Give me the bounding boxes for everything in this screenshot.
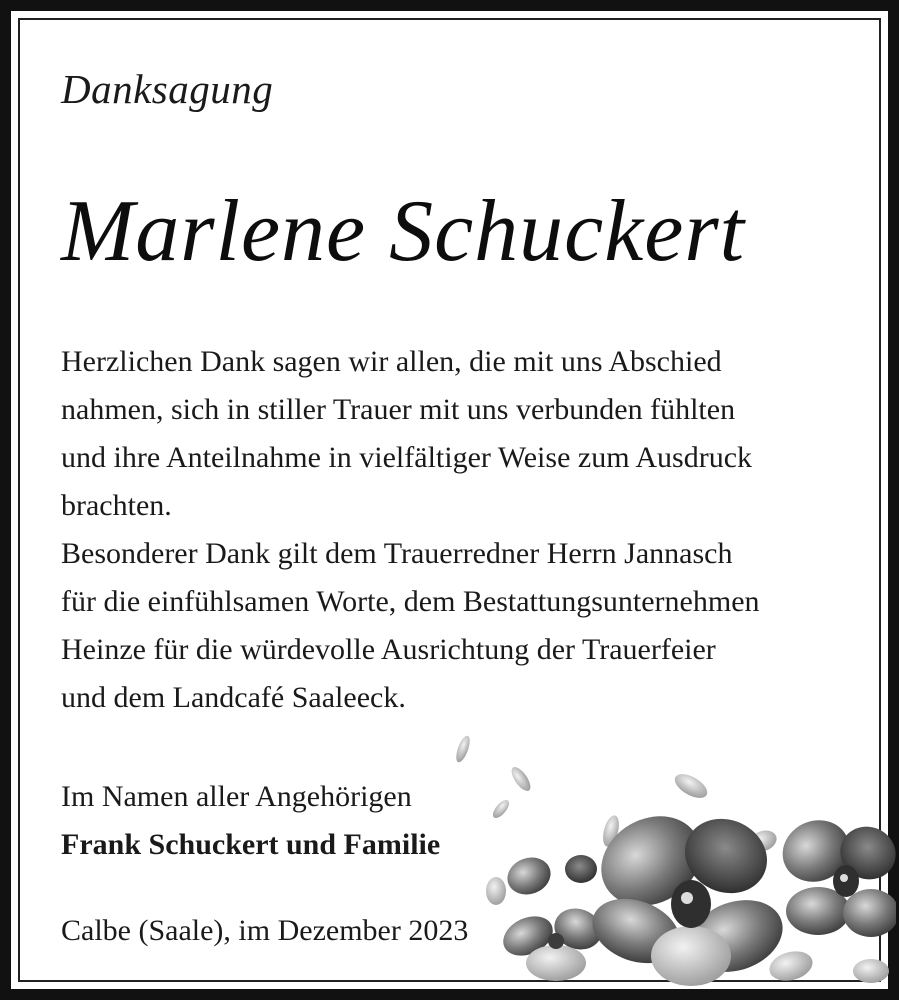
closing-line: Im Namen aller Angehörigen [61, 780, 412, 813]
heading: Danksagung [61, 66, 274, 112]
orchid-flowers-icon [441, 731, 896, 996]
body-line: und ihre Anteilnahme in vielfältiger Weise zum Ausdruck [61, 441, 753, 474]
closing-block [61, 773, 440, 869]
body-line: Herzlichen Dank sagen wir allen, die mit uns Abschied [61, 345, 722, 378]
body-line: nahmen, sich in stiller Trauer mit uns verbunden fühlten [61, 393, 736, 426]
body-line: und dem Landcafé Saaleeck. [61, 681, 406, 714]
body-line: für die einfühlsamen Worte, dem Bestattungsunternehmen [61, 585, 760, 618]
body-text [61, 338, 881, 722]
body-line: Heinze für die würdevolle Ausrichtung der Trauerfeier [61, 633, 716, 666]
deceased-name: Marlene Schuckert [61, 183, 746, 280]
body-line: brachten. [61, 489, 172, 522]
family-signature: Frank Schuckert und Familie [61, 828, 441, 861]
place-and-date: Calbe (Saale), im Dezember 2023 [61, 914, 469, 947]
body-line: Besonderer Dank gilt dem Trauerredner Herrn Jannasch [61, 537, 733, 570]
